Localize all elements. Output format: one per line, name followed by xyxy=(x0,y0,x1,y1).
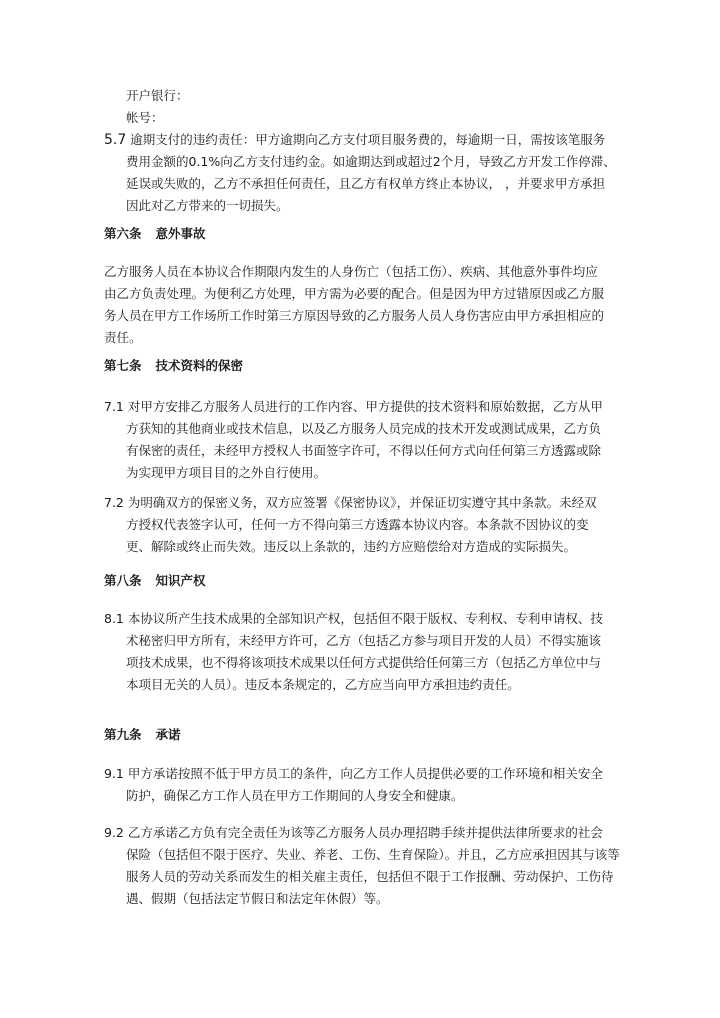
clause-7-1-line-2: 方获知的其他商业或技术信息，以及乙方服务人员完成的技术开发或测试成果，乙方负 xyxy=(126,421,602,436)
clause-7-2-line-2: 方授权代表签字认可，任何一方不得向第三方透露本协议内容。本条款不因协议的变 xyxy=(126,517,589,532)
clause-8-1-line-1 xyxy=(104,611,603,627)
clause-9-1-line-1 xyxy=(104,766,603,782)
article-title: 意外事故 xyxy=(155,226,206,241)
clause-number: 7.1 xyxy=(104,399,124,414)
clause-9-2-line-2: 保险（包括但不限于医疗、失业、养老、工伤、生育保险）。并且，乙方应承担因其与该等 xyxy=(126,847,620,862)
clause-7-2-line-1 xyxy=(104,495,597,511)
clause-7-1-line-1 xyxy=(104,399,603,415)
article-6-line-2: 由乙方负责处理。为便利乙方处理，甲方需为必要的配合。但是因为甲方过错原因或乙方服 xyxy=(104,286,605,301)
clause-5-7-line-3: 延误或失败的，乙方不承担任何责任，且乙方有权单方终止本协议， ，并要求甲方承担 xyxy=(126,176,605,191)
article-number: 第九条 xyxy=(104,727,142,742)
clause-9-2-line-1 xyxy=(104,825,603,841)
clause-9-1-line-2: 防护，确保乙方工作人员在甲方工作期间的人身安全和健康。 xyxy=(126,788,464,803)
clause-text: 本协议所产生技术成果的全部知识产权，包括但不限于版权、专利权、专利申请权、技 xyxy=(127,611,603,626)
clause-7-1-line-4: 为实现甲方项目目的之外自行使用。 xyxy=(126,465,327,480)
clause-7-2-line-3: 更、解除或终止而失效。违反以上条款的，违约方应赔偿给对方造成的实际损失。 xyxy=(126,539,577,554)
clause-number: 7.2 xyxy=(104,495,124,510)
clause-9-2-line-4: 遇、假期（包括法定节假日和法定年休假）等。 xyxy=(126,891,389,906)
article-6-line-1: 乙方服务人员在本协议合作期限内发生的人身伤亡（包括工伤）、疾病、其他意外事件均应 xyxy=(104,264,598,279)
article-8-heading xyxy=(104,573,206,589)
article-title: 技术资料的保密 xyxy=(155,358,244,373)
clause-number: 8.1 xyxy=(104,611,124,626)
clause-number: 9.2 xyxy=(104,825,124,840)
article-title: 承诺 xyxy=(155,727,181,742)
article-6-line-3: 务人员在甲方工作场所工作时第三方原因导致的乙方服务人员人身伤害应由甲方承担相应的 xyxy=(104,308,605,323)
clause-8-1-line-4: 本项目无关的人员）。违反本条规定的，乙方应当向甲方承担违约责任。 xyxy=(126,677,520,692)
clause-text: 甲方承诺按照不低于甲方员工的条件，向乙方工作人员提供必要的工作环境和相关安全 xyxy=(127,766,603,781)
article-title: 知识产权 xyxy=(155,573,206,588)
clause-5-7-line-1 xyxy=(104,132,605,148)
clause-8-1-line-2: 术秘密归甲方所有，未经甲方许可，乙方（包括乙方参与项目开发的人员）不得实施该 xyxy=(126,633,602,648)
account-label: 帐号： xyxy=(126,110,164,125)
article-number: 第七条 xyxy=(104,358,142,373)
clause-number: 9.1 xyxy=(104,766,124,781)
clause-9-2-line-3: 服务人员的劳动关系而发生的相关雇主责任，包括但不限于工作报酬、劳动保护、工伤待 xyxy=(126,869,614,884)
article-6-line-4: 责任。 xyxy=(104,330,142,345)
clause-8-1-line-3: 项技术成果，也不得将该项技术成果以任何方式提供给任何第三方（包括乙方单位中与 xyxy=(126,655,602,670)
article-6-heading xyxy=(104,226,206,242)
clause-text: 对甲方安排乙方服务人员进行的工作内容、甲方提供的技术资料和原始数据，乙方从甲 xyxy=(127,399,603,414)
article-9-heading xyxy=(104,727,181,743)
article-7-heading xyxy=(104,358,243,374)
clause-5-7-line-4: 因此对乙方带来的一切损失。 xyxy=(126,198,289,213)
clause-5-7-line-2: 费用金额的0.1%向乙方支付违约金。如逾期达到或超过2个月，导致乙方开发工作停滞、 xyxy=(126,154,616,169)
article-number: 第八条 xyxy=(104,573,142,588)
bank-label: 开户银行： xyxy=(126,88,189,103)
clause-text: 为明确双方的保密义务，双方应签署《保密协议》，并保证切实遵守其中条款。未经双 xyxy=(127,495,597,510)
clause-number: 5.7 xyxy=(104,132,127,148)
clause-text: 逾期支付的违约责任：甲方逾期向乙方支付项目服务费的，每逾期一日，需按该笔服务 xyxy=(130,132,606,147)
clause-text: 乙方承诺乙方负有完全责任为该等乙方服务人员办理招聘手续并提供法律所要求的社会 xyxy=(127,825,603,840)
article-number: 第六条 xyxy=(104,226,142,241)
clause-7-1-line-3: 有保密的责任，未经甲方授权人书面签字许可，不得以任何方式向任何第三方透露或除 xyxy=(126,443,602,458)
